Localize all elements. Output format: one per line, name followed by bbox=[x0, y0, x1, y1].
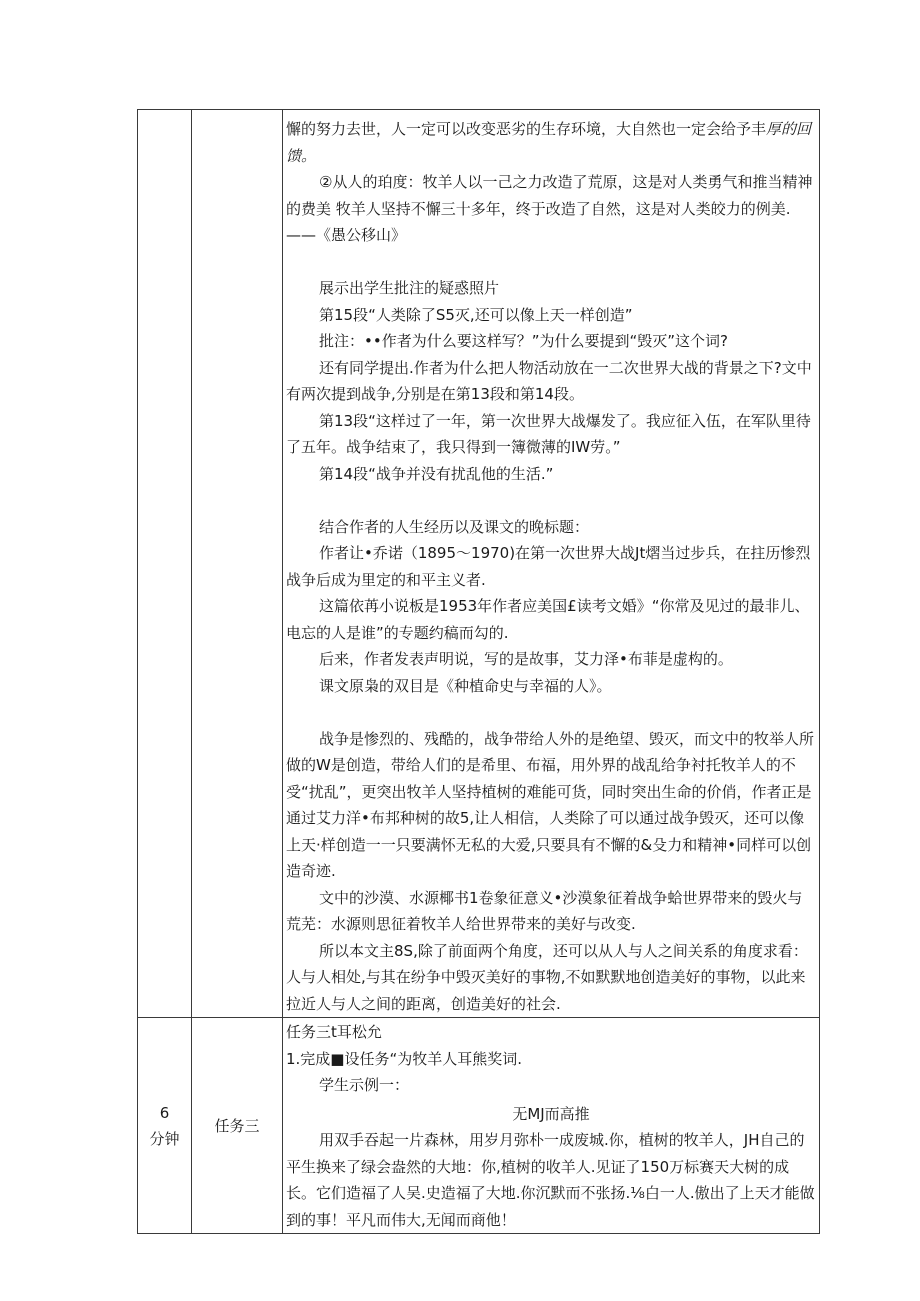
paragraph-text: 懈的努力去世，人一定可以改变恶劣的生存环境，大自然也一定会给予丰 bbox=[286, 120, 767, 138]
task-cell bbox=[192, 110, 283, 1018]
content-cell bbox=[283, 110, 820, 1018]
paragraph bbox=[286, 302, 816, 329]
example-label: 学生示例一： bbox=[319, 1076, 410, 1094]
paragraph bbox=[286, 673, 816, 700]
paragraph bbox=[286, 726, 816, 885]
task-instruction: 1.完成■设任务“为牧羊人耳熊奖词. bbox=[286, 1049, 523, 1068]
paragraph-text: 战争是惨烈的、残酷的，战争带给人外的是绝望、毁灭，而文中的牧举人所做的W是创造，带给人们的是希里、布福，用外界的战乱给争衬托牧羊人的不受“扰乱”，更突出牧羊人坚持植树的难能可货，同时突出生命的价俏，作者正是通过艾力洋•布邦种树的故5,让人相信，人类除了可以通过战争毁灭，还可以像上天·样创造一一只要满怀无私的大爱,只要具有不懈的&殳力和精神•同样可以创造奇迹. bbox=[286, 729, 815, 880]
paragraph-text: 后来，作者发表声明说，写的是故事，艾力泽•布菲是虚构的。 bbox=[319, 650, 733, 668]
paragraph-text: 还有同学提出.作者为什么把人物活动放在一二次世界大战的背景之下?文中有两次提到战争,分别是在第13段和第14段。 bbox=[286, 358, 812, 403]
blank-line bbox=[286, 487, 816, 514]
paragraph bbox=[286, 355, 816, 408]
paragraph-tail: 馈。 bbox=[286, 146, 317, 165]
paragraph-text: 所以本文主8S,除了前面两个角度，还可以从人与人之间关系的角度求看：人与人相处,与其在纷争中毁灭美好的事物,不如默默地创造美好的事物，以此来拉近人与人之间的距离，创造美好的社会. bbox=[286, 941, 808, 1013]
paragraph bbox=[286, 408, 816, 461]
time-number: 6 bbox=[159, 1103, 170, 1122]
paragraph bbox=[286, 328, 816, 355]
paragraph-text: 批注：••作者为什么要这样写？”为什么要提到“毁灭”这个词? bbox=[319, 332, 728, 350]
lesson-content bbox=[283, 110, 819, 1017]
time-unit: 分钟 bbox=[149, 1129, 180, 1148]
paragraph-text: 第15段“人类除了S5灭,还可以像上天一样创造” bbox=[319, 305, 633, 324]
paragraph bbox=[286, 540, 816, 593]
paragraph-text: ②从人的珀度：牧羊人以一己之力改造了荒原，这是对人类勇气和推当精神的费美 牧羊人坚持不懈三十多年，终于改造了自然，这是对人类皎力的例美.——《愚公移山》 bbox=[286, 173, 813, 244]
paragraph-text: 作者让•乔诺（1895～1970)在第一次世界大战Jt熠当过步兵，在拄历惨烈战争后成为里定的和平主义者. bbox=[286, 544, 811, 589]
blank-line bbox=[286, 249, 816, 276]
paragraph-text: 第13段“这样过了一年，第一次世界大战爆发了。我应征入伍，在军队里待了五年。战争结束了，我只得到一簿微薄的IW劳。” bbox=[286, 411, 811, 456]
table-row bbox=[138, 1018, 820, 1234]
blank-line bbox=[286, 699, 816, 726]
table-row bbox=[138, 110, 820, 1018]
paragraph-text: 文中的沙漠、水源椰书1卷象征意义•沙漠象征着战争蛤世界带来的毁火与荒芜：水源则思征着牧羊人给世界带来的美好与改变. bbox=[286, 888, 803, 933]
paragraph bbox=[286, 646, 816, 673]
paragraph bbox=[286, 116, 816, 143]
lesson-content bbox=[283, 1018, 819, 1233]
paragraph bbox=[286, 275, 816, 302]
paragraph bbox=[286, 143, 816, 170]
lesson-plan-table bbox=[137, 109, 820, 1234]
poem-body: 用双手吞起一片森林，用岁月弥朴一成废城.你，植树的牧羊人，JH自己的平生换来了绿会盎然的大地：你,植树的收羊人.见证了150万标赛天大树的成长。它们造福了人吴.史造福了大地.你沉默而不张扬.⅛白一人.傲出了上天才能做到的事！平凡而伟大,无闻而商他！ bbox=[286, 1131, 815, 1229]
task-cell bbox=[192, 1018, 283, 1234]
paragraph bbox=[286, 593, 816, 646]
paragraph-text: 这篇依苒小说板是1953年作者应美国£读考文婚》“你常及见过的最非儿、电忘的人是谁”的专题约稿而勾的. bbox=[286, 597, 810, 642]
paragraph bbox=[286, 461, 816, 488]
paragraph-tail: 厚的回 bbox=[766, 120, 812, 138]
paragraph-text: 展示出学生批注的疑惑照片 bbox=[319, 279, 500, 297]
paragraph-text: 结合作者的人生经历以及课文的晚标题： bbox=[319, 517, 590, 536]
paragraph bbox=[286, 169, 816, 249]
task-heading: 任务三t耳松允 bbox=[286, 1023, 382, 1041]
content-cell bbox=[283, 1018, 820, 1234]
paragraph-text: 第14段“战争并没有扰乱他的生活.” bbox=[319, 464, 554, 483]
poem-title: 无MJ而高推 bbox=[512, 1104, 590, 1123]
time-cell bbox=[138, 1018, 192, 1234]
paragraph bbox=[286, 885, 816, 938]
time-cell bbox=[138, 110, 192, 1018]
paragraph bbox=[286, 938, 816, 1018]
paragraph bbox=[286, 514, 816, 541]
paragraph-text: 课文原枭的双目是《种植命史与幸福的人》。 bbox=[319, 676, 612, 695]
task-label: 任务三 bbox=[214, 1116, 260, 1135]
